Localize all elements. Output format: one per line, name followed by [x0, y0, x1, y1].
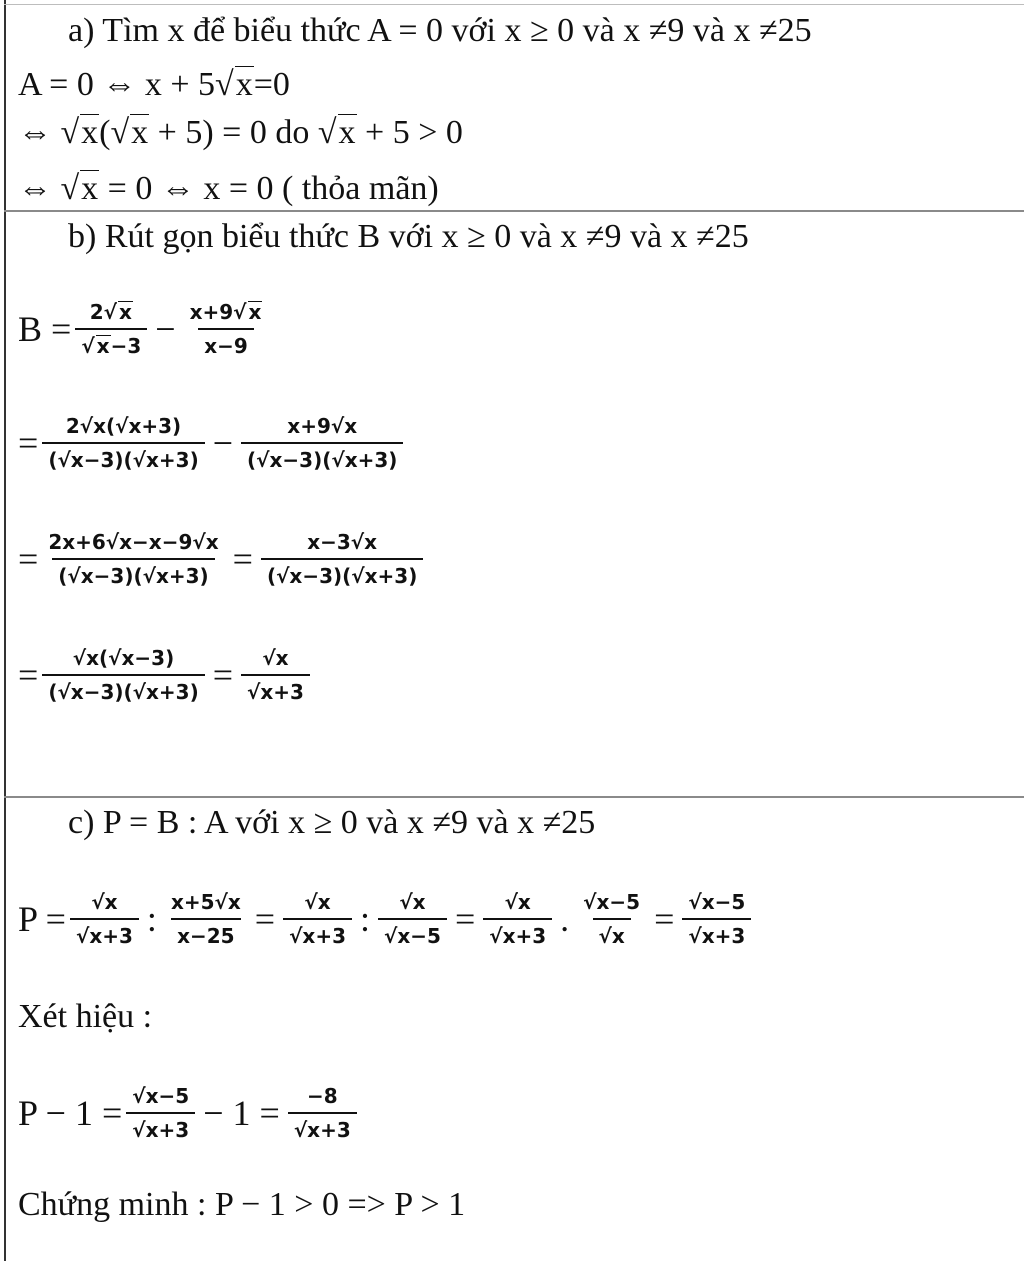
fraction: $\frac{2√x(√x+3)}{(√x-3)(√x+3)}$: [42, 414, 204, 472]
part-a-line2: ⇔ √x(√x + 5) = 0 do √x + 5 > 0: [18, 114, 463, 151]
part-b-step2: = $\frac{2√x(√x+3)}{(√x-3)(√x+3)}$ − $\frac{x+9√x}{(√x-3)(√x+3)}$: [18, 414, 407, 472]
fraction: $\frac{√x-5}{√x+3}$: [126, 1084, 195, 1142]
part-b-step4: = $\frac{√x(√x-3)}{(√x-3)(√x+3)}$ = $\frac{√x}{√x+3}$: [18, 646, 314, 704]
part-c-heading: c) P = B : A với x ≥ 0 và x ≠9 và x ≠25: [68, 804, 596, 841]
fraction: $\frac{2x+6√x-x-9√x}{(√x-3)(√x+3)}$: [48, 530, 219, 588]
section-divider-bc: [4, 796, 1024, 798]
part-a-line1: A = 0 ⇔ x + 5√x=0: [18, 66, 290, 103]
part-b-step3: = $\frac{2x+6√x-x-9√x}{(√x-3)(√x+3)}$ = $\frac{x-3√x}{(√x-3)(√x+3)}$: [18, 530, 427, 588]
fraction: $\frac{√x-5}{√x+3}$: [682, 890, 751, 948]
fraction: $\frac{√x}{√x+3}$: [483, 890, 552, 948]
fraction: $\frac{√x}{√x+3}$: [241, 646, 310, 704]
fraction: $\frac{x+9√ x}{x-9}$: [189, 300, 262, 358]
part-b-step1: B = $\frac{2√ x}{√ x-3}$ − $\frac{x+9√ x}{x-9}$: [18, 300, 272, 358]
top-rule: [4, 4, 1024, 5]
fraction: $\frac{-8}{√x+3}$: [288, 1084, 357, 1142]
fraction: $\frac{√x(√x-3)}{(√x-3)(√x+3)}$: [42, 646, 204, 704]
part-a-line3: ⇔ √x = 0 ⇔ x = 0 ( thỏa mãn): [18, 170, 439, 207]
fraction: $\frac{√x}{√x+3}$: [283, 890, 352, 948]
part-a-heading: a) Tìm x để biểu thức A = 0 với x ≥ 0 và x ≠9 và x ≠25: [68, 12, 812, 49]
fraction: $\frac{2√ x}{√ x-3}$: [75, 300, 147, 358]
fraction: $\frac{√x}{√x+3}$: [70, 890, 139, 948]
fraction: $\frac{√x-5}{√x}$: [583, 890, 641, 948]
fraction: $\frac{x+5√x}{x-25}$: [170, 890, 241, 948]
part-b-heading: b) Rút gọn biểu thức B với x ≥ 0 và x ≠9 và x ≠25: [68, 218, 749, 255]
conclusion: Chứng minh : P − 1 > 0 => P > 1: [18, 1186, 466, 1223]
xet-hieu-label: Xét hiệu :: [18, 998, 153, 1035]
fraction: $\frac{x-3√x}{(√x-3)(√x+3)}$: [261, 530, 423, 588]
fraction: $\frac{√x}{√x-5}$: [378, 890, 447, 948]
part-c-p-expression: P = $\frac{√x}{√x+3}$ : $\frac{x+5√x}{x-25}$ = $\frac{√x}{√x+3}$ : $\frac{√x}{√x-5}$ = $\frac{√x}{√x+3}$ . $\frac{√x-5}{√x}$ = $\frac{√x-5}{√x+3}$: [18, 890, 755, 948]
section-divider-ab: [4, 210, 1024, 212]
part-c-difference: P − 1 = $\frac{√x-5}{√x+3}$ − 1 = $\frac{-8}{√x+3}$: [18, 1084, 361, 1142]
fraction: $\frac{x+9√x}{(√x-3)(√x+3)}$: [241, 414, 403, 472]
